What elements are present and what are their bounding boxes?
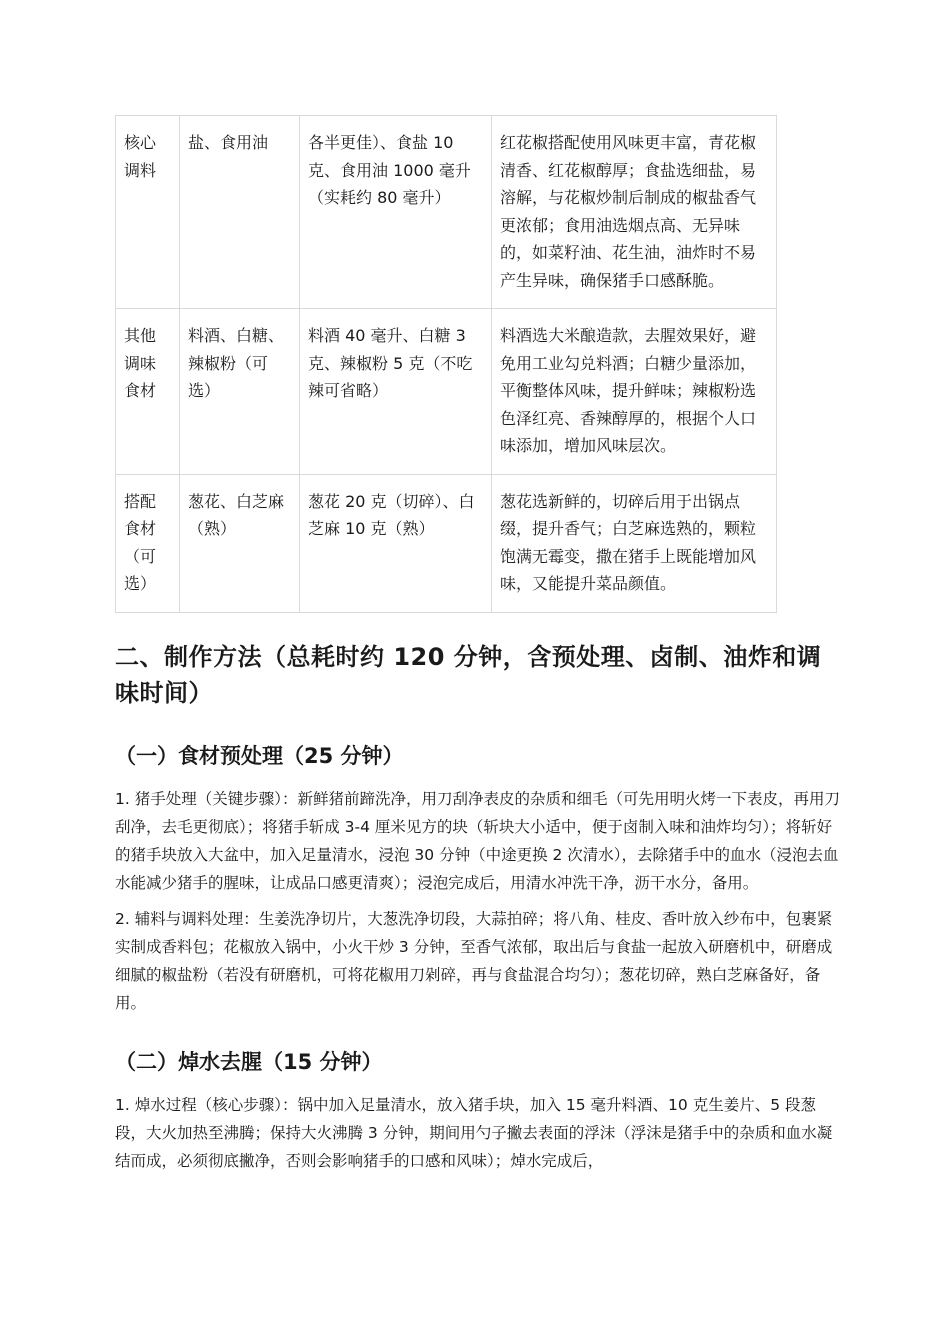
- step-paragraph: 2. 辅料与调料处理：生姜洗净切片，大葱洗净切段，大蒜拍碎；将八角、桂皮、香叶放入纱布中，包裹紧实制成香料包；花椒放入锅中，小火干炒 3 分钟，至香气浓郁，取出后与食盐一起放入研磨机中，研磨成细腻的椒盐粉（若没有研磨机，可将花椒用刀剁碎，再与食盐混合均匀）；葱花切碎，熟白芝麻备好，备用。: [115, 909, 833, 1012]
- step-paragraph: 1. 猪手处理（关键步骤）：新鲜猪前蹄洗净，用刀刮净表皮的杂质和细毛（可先用明火烤一下表皮，再用刀刮净，去毛更彻底）；将猪手斩成 3-4 厘米见方的块（斩块大小适中，便于卤制入味和油炸均匀）；将斩好的猪手块放入大盆中，加入足量清水，浸泡 30 分钟（中途更换 2 次清水），去除猪手中的血水（浸泡去血水能减少猪手的腥味，让成品口感更清爽）；浸泡完成后，用清水冲洗干净，沥干水分，备用。: [115, 789, 840, 892]
- table-cell-notes: 葱花选新鲜的，切碎后用于出锅点缀，提升香气；白芝麻选熟的，颗粒饱满无霉变，撒在猪手上既能增加风味，又能提升菜品颜值。: [492, 474, 777, 612]
- table-row: [116, 309, 777, 475]
- table-cell-amount: 料酒 40 毫升、白糖 3 克、辣椒粉 5 克（不吃辣可省略）: [300, 309, 492, 475]
- subsection-heading-blanch: （二）焯水去腥（15 分钟）: [115, 1049, 383, 1074]
- table-cell-category: 核心调料: [116, 116, 180, 309]
- table-cell-category: 搭配食材（可选）: [116, 474, 180, 612]
- table-cell-notes: 料酒选大米酿造款，去腥效果好，避免用工业勾兑料酒；白糖少量添加，平衡整体风味，提升鲜味；辣椒粉选色泽红亮、香辣醇厚的，根据个人口味添加，增加风味层次。: [492, 309, 777, 475]
- table-cell-category: 其他调味食材: [116, 309, 180, 475]
- table-cell-amount: 葱花 20 克（切碎）、白芝麻 10 克（熟）: [300, 474, 492, 612]
- table-cell-items: 盐、食用油: [180, 116, 300, 309]
- table-cell-amount: 各半更佳）、食盐 10 克、食用油 1000 毫升（实耗约 80 毫升）: [300, 116, 492, 309]
- table-row: [116, 116, 777, 309]
- table-row: [116, 474, 777, 612]
- subsection-heading-preprocess: （一）食材预处理（25 分钟）: [115, 743, 404, 768]
- table-cell-notes: 红花椒搭配使用风味更丰富，青花椒清香、红花椒醇厚；食盐选细盐，易溶解，与花椒炒制后制成的椒盐香气更浓郁；食用油选烟点高、无异味的，如菜籽油、花生油，油炸时不易产生异味，确保猪手口感酥脆。: [492, 116, 777, 309]
- step-paragraph: 1. 焯水过程（核心步骤）：锅中加入足量清水，放入猪手块，加入 15 毫升料酒、10 克生姜片、5 段葱段，大火加热至沸腾；保持大火沸腾 3 分钟，期间用勺子撇去表面的浮沫（浮沫是猪手中的杂质和血水凝结而成，必须彻底撇净，否则会影响猪手的口感和风味）；焯水完成后，: [115, 1095, 833, 1170]
- document-page: [115, 115, 845, 1175]
- section-heading-method: 二、制作方法（总耗时约 120 分钟，含预处理、卤制、油炸和调味时间）: [115, 642, 822, 707]
- table-cell-items: 料酒、白糖、辣椒粉（可选）: [180, 309, 300, 475]
- ingredients-table: [115, 115, 777, 613]
- table-cell-items: 葱花、白芝麻（熟）: [180, 474, 300, 612]
